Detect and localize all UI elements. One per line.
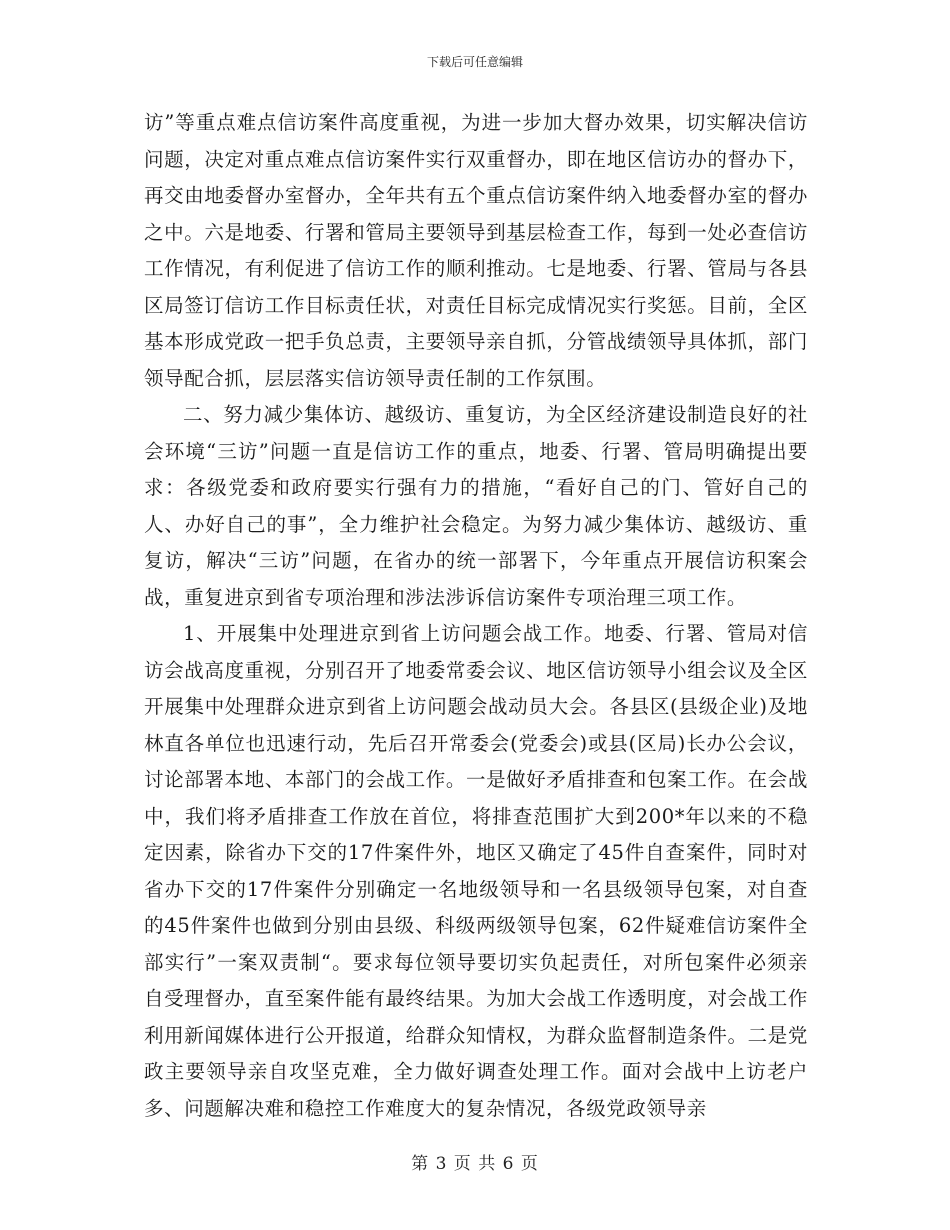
document-body [144,105,808,1127]
paragraph-continuation: 访”等重点难点信访案件高度重视，为进一步加大督办效果，切实解决信访问题，决定对重点难点信访案件实行双重督办，即在地区信访办的督办下，再交由地委督办室督办，全年共有五个重点信访案件纳入地委督办室的督办之中。六是地委、行署和管局主要领导到基层检查工作，每到一处必查信访工作情况，有利促进了信访工作的顺利推动。七是地委、行署、管局与各县区局签订信访工作目标责任状，对责任目标完成情况实行奖惩。目前，全区基本形成党政一把手负总责，主要领导亲自抓，分管战绩领导具体抓，部门领导配合抓，层层落实信访领导责任制的工作氛围。 [144,111,808,390]
paragraph-item-one: 1、开展集中处理进京到省上访问题会战工作。地委、行署、管局对信访会战高度重视，分别召开了地委常委会议、地区信访领导小组会议及全区开展集中处理群众进京到省上访问题会战动员大会。各县区(县级企业)及地林直各单位也迅速行动，先后召开常委会(党委会)或县(区局)长办公会议，讨论部署本地、本部门的会战工作。一是做好矛盾排查和包案工作。在会战中，我们将矛盾排查工作放在首位，将排查范围扩大到200*年以来的不稳定因素，除省办下交的17件案件外，地区又确定了45件自查案件，同时对省办下交的17件案件分别确定一名地级领导和一名县级领导包案，对自查的45件案件也做到分别由县级、科级两级领导包案，62件疑难信访案件全部实行”一案双责制“。要求每位领导要切实负起责任，对所包案件必须亲自受理督办，直至案件能有最终结果。为加大会战工作透明度，对会战工作利用新闻媒体进行公开报道，给群众知情权，为群众监督制造条件。二是党政主要领导亲自攻坚克难，全力做好调查处理工作。面对会战中上访老户多、问题解决难和稳控工作难度大的复杂情况，各级党政领导亲 [144,622,808,1120]
paragraph-section-two: 二、努力减少集体访、越级访、重复访，为全区经济建设制造良好的社会环境“三访”问题一直是信访工作的重点，地委、行署、管局明确提出要求：各级党委和政府要实行强有力的措施，“看好自己的门、管好自己的人、办好自己的事”，全力维护社会稳定。为努力减少集体访、越级访、重复访，解决“三访”问题，在省办的统一部署下，今年重点开展信访积案会战，重复进京到省专项治理和涉法涉诉信访案件专项治理三项工作。 [144,403,808,609]
page-header: 下载后可任意编辑 [426,55,523,69]
page-number: 第 3 页 共 6 页 [411,1154,539,1174]
